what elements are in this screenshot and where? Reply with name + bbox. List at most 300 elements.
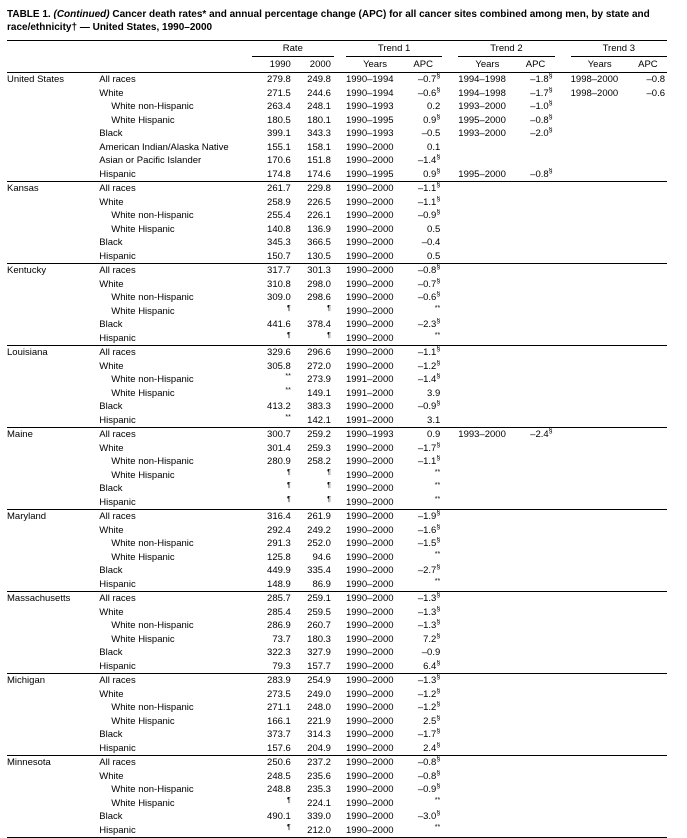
rate-2000-cell: 244.6 [307,87,331,99]
spacer [555,674,571,688]
footnote-marker: § [436,810,441,817]
rate-1990-cell: 449.9 [267,565,291,576]
spacer [555,442,571,456]
trend3-apc-cell [629,592,667,606]
trend1-years-cell: 1990–2000 [345,278,394,290]
spacer [334,770,346,784]
trend1-apc-cell: 3.9 [427,387,441,399]
rate-1990-cell [252,305,294,319]
spacer [334,223,346,237]
trend3-apc-cell [629,346,667,360]
trend1-years-cell: 1990–2000 [345,456,394,467]
rate-2000-cell: 136.9 [307,223,331,235]
footnote-marker: § [436,632,441,640]
rate-2000-cell: 235.6 [307,770,331,782]
trend1-years-cell: 1991–2000 [345,414,394,426]
rate-2000-cell: 258.2 [307,456,331,467]
table-row [7,250,667,264]
trend1-apc-cell: –0.4 [421,237,441,248]
footnote-marker: ¶ [287,304,291,312]
trend3-apc-cell [629,387,667,401]
trend3-apc-cell [629,127,667,141]
spacer [555,619,571,633]
race-cell: Hispanic [99,824,136,836]
footnote-marker: § [436,687,441,695]
spacer [555,305,571,319]
trend2-apc-cell [516,578,554,592]
trend2-apc-cell [516,482,554,496]
state-cell [7,209,99,223]
spacer [442,606,458,620]
trend1-apc-cell: –1.7§ [417,728,441,740]
trend3-years-cell [571,141,629,155]
race-cell: White non-Hispanic [111,456,194,467]
spacer [442,510,458,524]
rate-2000-cell: 298.0 [307,278,331,290]
footnote-marker: ** [285,373,291,380]
spacer [442,482,458,496]
footnote-marker: ** [434,495,441,503]
trend1-apc-cell [404,496,442,510]
footnote-marker: § [436,72,441,80]
rate-1990-cell: 180.5 [267,114,291,126]
trend1-apc-cell: –0.8§ [417,769,441,782]
trend1-apc-cell: –1.5§ [417,537,441,549]
trend2-apc-cell [516,209,554,223]
rate-2000-cell: 249.0 [307,688,331,700]
spacer [442,660,458,674]
trend1-apc-cell: 0.5 [427,250,441,262]
trend2-years-cell: 1995–2000 [458,114,506,126]
spacer [555,387,571,401]
trend2-apc-cell [516,770,554,784]
trend1-years-cell: 1990–1993 [346,428,404,442]
trend2-apc-cell [516,305,554,319]
race-cell: White [99,360,124,372]
rate-2000-cell: 158.1 [307,141,331,153]
trend1-years-cell: 1990–2000 [345,469,394,481]
trend1-apc-cell: –0.9§ [417,783,441,795]
race-cell: Black [99,483,123,494]
state-cell [7,100,99,114]
spacer [555,360,571,374]
spacer [442,701,458,715]
trend3-years-cell [571,783,629,797]
column-group-label: Trend 1 [346,41,442,57]
rate-2000-cell: 259.5 [307,606,331,618]
footnote-marker: § [548,127,553,134]
trend3-apc-cell [629,141,667,155]
footnote-marker: § [436,345,441,353]
spacer [555,742,571,756]
spacer [334,742,346,756]
spacer [442,196,458,210]
footnote-marker: § [436,591,441,599]
trend3-years-cell [571,619,629,633]
trend2-apc-cell [516,318,554,332]
state-cell [7,196,99,210]
trend3-years-cell [571,332,629,346]
trend3-apc-cell [629,715,667,729]
rate-2000-cell: 237.2 [294,756,334,770]
spacer [442,209,458,223]
spacer [555,346,571,360]
trend3-years-cell [571,756,629,770]
spacer [334,250,346,264]
trend1-years-cell: 1990–2000 [345,742,394,754]
trend3-apc-cell [629,510,667,524]
trend3-apc-cell [629,305,667,319]
spacer [334,318,346,332]
trend3-apc-cell [629,619,667,633]
rate-1990-cell: 329.6 [252,346,294,360]
table-row [7,100,667,114]
trend2-apc-cell [516,291,554,305]
spacer [334,373,346,387]
state-cell [7,619,99,633]
spacer [334,305,346,319]
trend3-apc-cell [629,250,667,264]
trend1-years-cell: 1990–2000 [345,237,394,248]
rate-2000-cell: 226.1 [307,210,331,221]
trend2-years-cell: 1993–2000 [458,428,516,442]
trend3-apc-cell [629,756,667,770]
table-row [7,236,667,250]
table-row [7,87,667,101]
footnote-marker: § [436,564,441,571]
spacer [334,182,346,196]
trend1-apc-cell: –1.2§ [417,701,441,713]
trend2-years-cell [458,250,516,264]
column-header: APC [629,57,667,73]
trend2-years-cell [458,810,516,824]
rate-1990-cell: 285.4 [267,606,291,618]
spacer [334,688,346,702]
trend1-apc-cell: 0.1 [427,141,441,153]
spacer [334,701,346,715]
table-title-continued: (Continued) [53,9,110,20]
trend2-years-cell [458,223,516,237]
trend1-apc-cell: –1.3§ [417,619,441,631]
trend2-apc-cell: –1.7§ [530,86,553,99]
subheader-spacer [555,57,571,73]
trend1-apc-cell: –0.9 [421,647,441,658]
footnote-marker: ** [434,550,441,558]
race-cell: White non-Hispanic [111,620,194,631]
trend1-apc-cell: 2.4§ [423,741,441,754]
trend2-years-cell [458,524,516,538]
trend3-apc-cell [629,318,667,332]
trend1-years-cell: 1990–2000 [345,538,394,549]
trend2-years-cell [458,606,516,620]
rate-1990-cell: 301.4 [267,442,291,454]
spacer [334,264,346,278]
trend3-years-cell [571,182,629,196]
table-row [7,278,667,292]
trend3-apc-cell [629,236,667,250]
trend2-apc-cell [516,756,554,770]
trend3-years-cell [571,810,629,824]
trend3-apc-cell [629,114,667,128]
race-cell: White Hispanic [111,469,175,481]
table-row [7,373,667,387]
trend1-apc-cell: 6.4§ [423,659,441,672]
trend3-years-cell [571,127,629,141]
spacer [442,387,458,401]
spacer [555,469,571,483]
race-cell: White Hispanic [111,715,175,727]
spacer [555,606,571,620]
spacer [555,127,571,141]
race-cell: White [99,770,124,782]
footnote-marker: § [436,619,441,626]
race-cell: Black [99,647,123,658]
trend2-years-cell [458,510,516,524]
footnote-marker: ** [285,413,291,421]
trend2-apc-cell [516,633,554,647]
rate-1990-cell: 166.1 [267,715,291,727]
trend3-years-cell [571,742,629,756]
footnote-marker: § [436,441,441,449]
trend3-years-cell [571,278,629,292]
trend2-apc-cell [516,442,554,456]
table-row [7,496,667,510]
spacer [334,606,346,620]
trend2-apc-cell [516,592,554,606]
trend1-apc-cell: –1.9§ [404,510,442,524]
spacer [334,236,346,250]
spacer [442,141,458,155]
rate-2000-cell: 249.8 [307,74,331,85]
race-cell: Hispanic [99,578,136,590]
footnote-marker: ¶ [327,331,331,339]
trend1-apc-cell: –0.9§ [417,400,441,412]
table-row [7,428,667,442]
trend1-years-cell: 1990–2000 [345,401,394,412]
spacer [442,223,458,237]
trend3-years-cell [571,209,629,223]
trend3-apc-cell [629,783,667,797]
rate-1990-cell: 292.4 [267,524,291,536]
spacer [334,810,346,824]
trend1-years-cell: 1990–2000 [345,319,394,330]
table-row [7,332,667,346]
footnote-marker: § [436,605,441,613]
trend3-apc-cell [629,646,667,660]
race-cell: Black [99,565,123,576]
spacer [334,332,346,346]
spacer [334,646,346,660]
rate-1990-cell: 250.6 [252,756,294,770]
trend3-years-cell [571,236,629,250]
rate-2000-cell: 180.1 [307,114,331,126]
trend1-apc-cell: –2.3§ [417,318,441,330]
spacer [334,551,346,565]
trend1-years-cell: 1990–2000 [345,606,394,618]
state-cell [7,606,99,620]
rate-2000-cell: 259.3 [307,442,331,454]
spacer [334,797,346,811]
spacer [442,127,458,141]
trend1-apc-cell [404,551,442,565]
spacer [334,482,346,496]
trend1-apc-cell: –1.6§ [417,523,441,536]
trend2-apc-cell [516,688,554,702]
column-header: Years [458,57,516,73]
rate-1990-cell: 300.7 [252,428,294,442]
rate-1990-cell: 258.9 [267,196,291,208]
race-cell: White [99,196,124,208]
trend1-years-cell: 1990–1993 [345,101,394,112]
trend1-apc-cell: –1.3§ [404,674,442,688]
spacer [555,824,571,838]
trend2-years-cell [458,373,516,387]
race-cell: White [99,87,124,99]
trend2-years-cell [458,346,516,360]
spacer [555,236,571,250]
trend1-apc-cell: –0.5 [421,128,441,139]
trend3-years-cell [571,114,629,128]
state-cell [7,742,99,756]
state-cell [7,524,99,538]
trend3-years-cell [571,592,629,606]
trend3-years-cell [571,770,629,784]
state-cell [7,455,99,469]
trend1-apc-cell: 0.2 [427,101,441,112]
footnote-marker: § [548,113,553,121]
rate-1990-cell: 345.3 [267,237,291,248]
race-cell: White non-Hispanic [111,538,194,549]
trend2-years-cell [458,360,516,374]
trend3-apc-cell [629,469,667,483]
state-cell [7,114,99,128]
trend2-years-cell [458,141,516,155]
trend3-years-cell [571,797,629,811]
table-row [7,141,667,155]
trend2-apc-cell [516,223,554,237]
footnote-marker: ¶ [287,482,291,489]
column-header: 1990 [252,57,294,73]
table-row [7,783,667,797]
footnote-marker: ¶ [287,468,291,476]
rate-1990-cell: 399.1 [267,128,291,139]
spacer [442,633,458,647]
spacer [442,551,458,565]
footnote-marker: § [436,673,441,681]
table-row [7,756,667,770]
trend2-years-cell [458,688,516,702]
rate-1990-cell: 373.7 [267,729,291,740]
spacer [555,154,571,168]
trend1-apc-cell: –0.9§ [417,209,441,221]
trend1-years-cell: 1990–2000 [345,620,394,631]
state-cell [7,278,99,292]
trend3-years-cell [571,414,629,428]
spacer [442,360,458,374]
trend3-years-cell [571,524,629,538]
trend3-years-cell [571,551,629,565]
table-row [7,154,667,168]
trend2-years-cell [458,387,516,401]
spacer [555,182,571,196]
table-row [7,646,667,660]
spacer [555,688,571,702]
trend2-years-cell [458,660,516,674]
rate-1990-cell: 255.4 [267,210,291,221]
table-row [7,510,667,524]
trend2-years-cell [458,442,516,456]
spacer [555,537,571,551]
trend2-years-cell [458,564,516,578]
state-cell [7,141,99,155]
rate-2000-cell: 343.3 [307,128,331,139]
trend1-years-cell: 1990–2000 [345,196,394,208]
trend1-apc-cell: 0.9§ [423,113,441,126]
trend1-apc-cell: –1.4§ [417,154,441,166]
spacer [334,400,346,414]
trend1-years-cell: 1990–2000 [345,292,394,303]
race-cell: White [99,606,124,618]
trend3-apc-cell [629,606,667,620]
trend1-apc-cell: –1.2§ [417,687,441,700]
state-cell [7,660,99,674]
trend2-apc-cell [516,537,554,551]
trend1-apc-cell [404,305,442,319]
state-cell: Maryland [7,510,99,524]
trend3-apc-cell [629,824,667,838]
trend3-years-cell [571,305,629,319]
race-cell: White [99,688,124,700]
table-row [7,305,667,319]
trend2-years-cell [458,646,516,660]
spacer [442,87,458,101]
trend3-apc-cell [629,674,667,688]
trend2-years-cell [458,797,516,811]
spacer [555,728,571,742]
state-cell [7,783,99,797]
spacer [334,442,346,456]
trend2-years-cell [458,414,516,428]
trend2-years-cell [458,318,516,332]
rate-1990-cell: 291.3 [267,538,291,549]
trend3-apc-cell [629,660,667,674]
table-row [7,551,667,565]
trend3-years-cell [571,728,629,742]
rate-2000-cell: 229.8 [294,182,334,196]
trend2-apc-cell [516,154,554,168]
trend1-years-cell: 1990–2000 [345,715,394,727]
trend3-years-cell [571,442,629,456]
trend2-years-cell [458,154,516,168]
table-row [7,442,667,456]
subheader-spacer [442,57,458,73]
column-group-label: Trend 3 [571,41,667,57]
state-cell [7,688,99,702]
trend3-years-cell [571,168,629,182]
spacer [442,73,458,87]
footnote-marker: § [436,209,441,216]
spacer [334,360,346,374]
trend1-apc-cell: –3.0§ [417,810,441,822]
rate-1990-cell: 157.6 [267,742,291,754]
race-cell: White [99,278,124,290]
rate-1990-cell: 140.8 [267,223,291,235]
trend2-apc-cell [516,496,554,510]
footnote-marker: § [436,263,441,271]
state-cell [7,360,99,374]
spacer [442,278,458,292]
header-spacer [555,41,571,57]
